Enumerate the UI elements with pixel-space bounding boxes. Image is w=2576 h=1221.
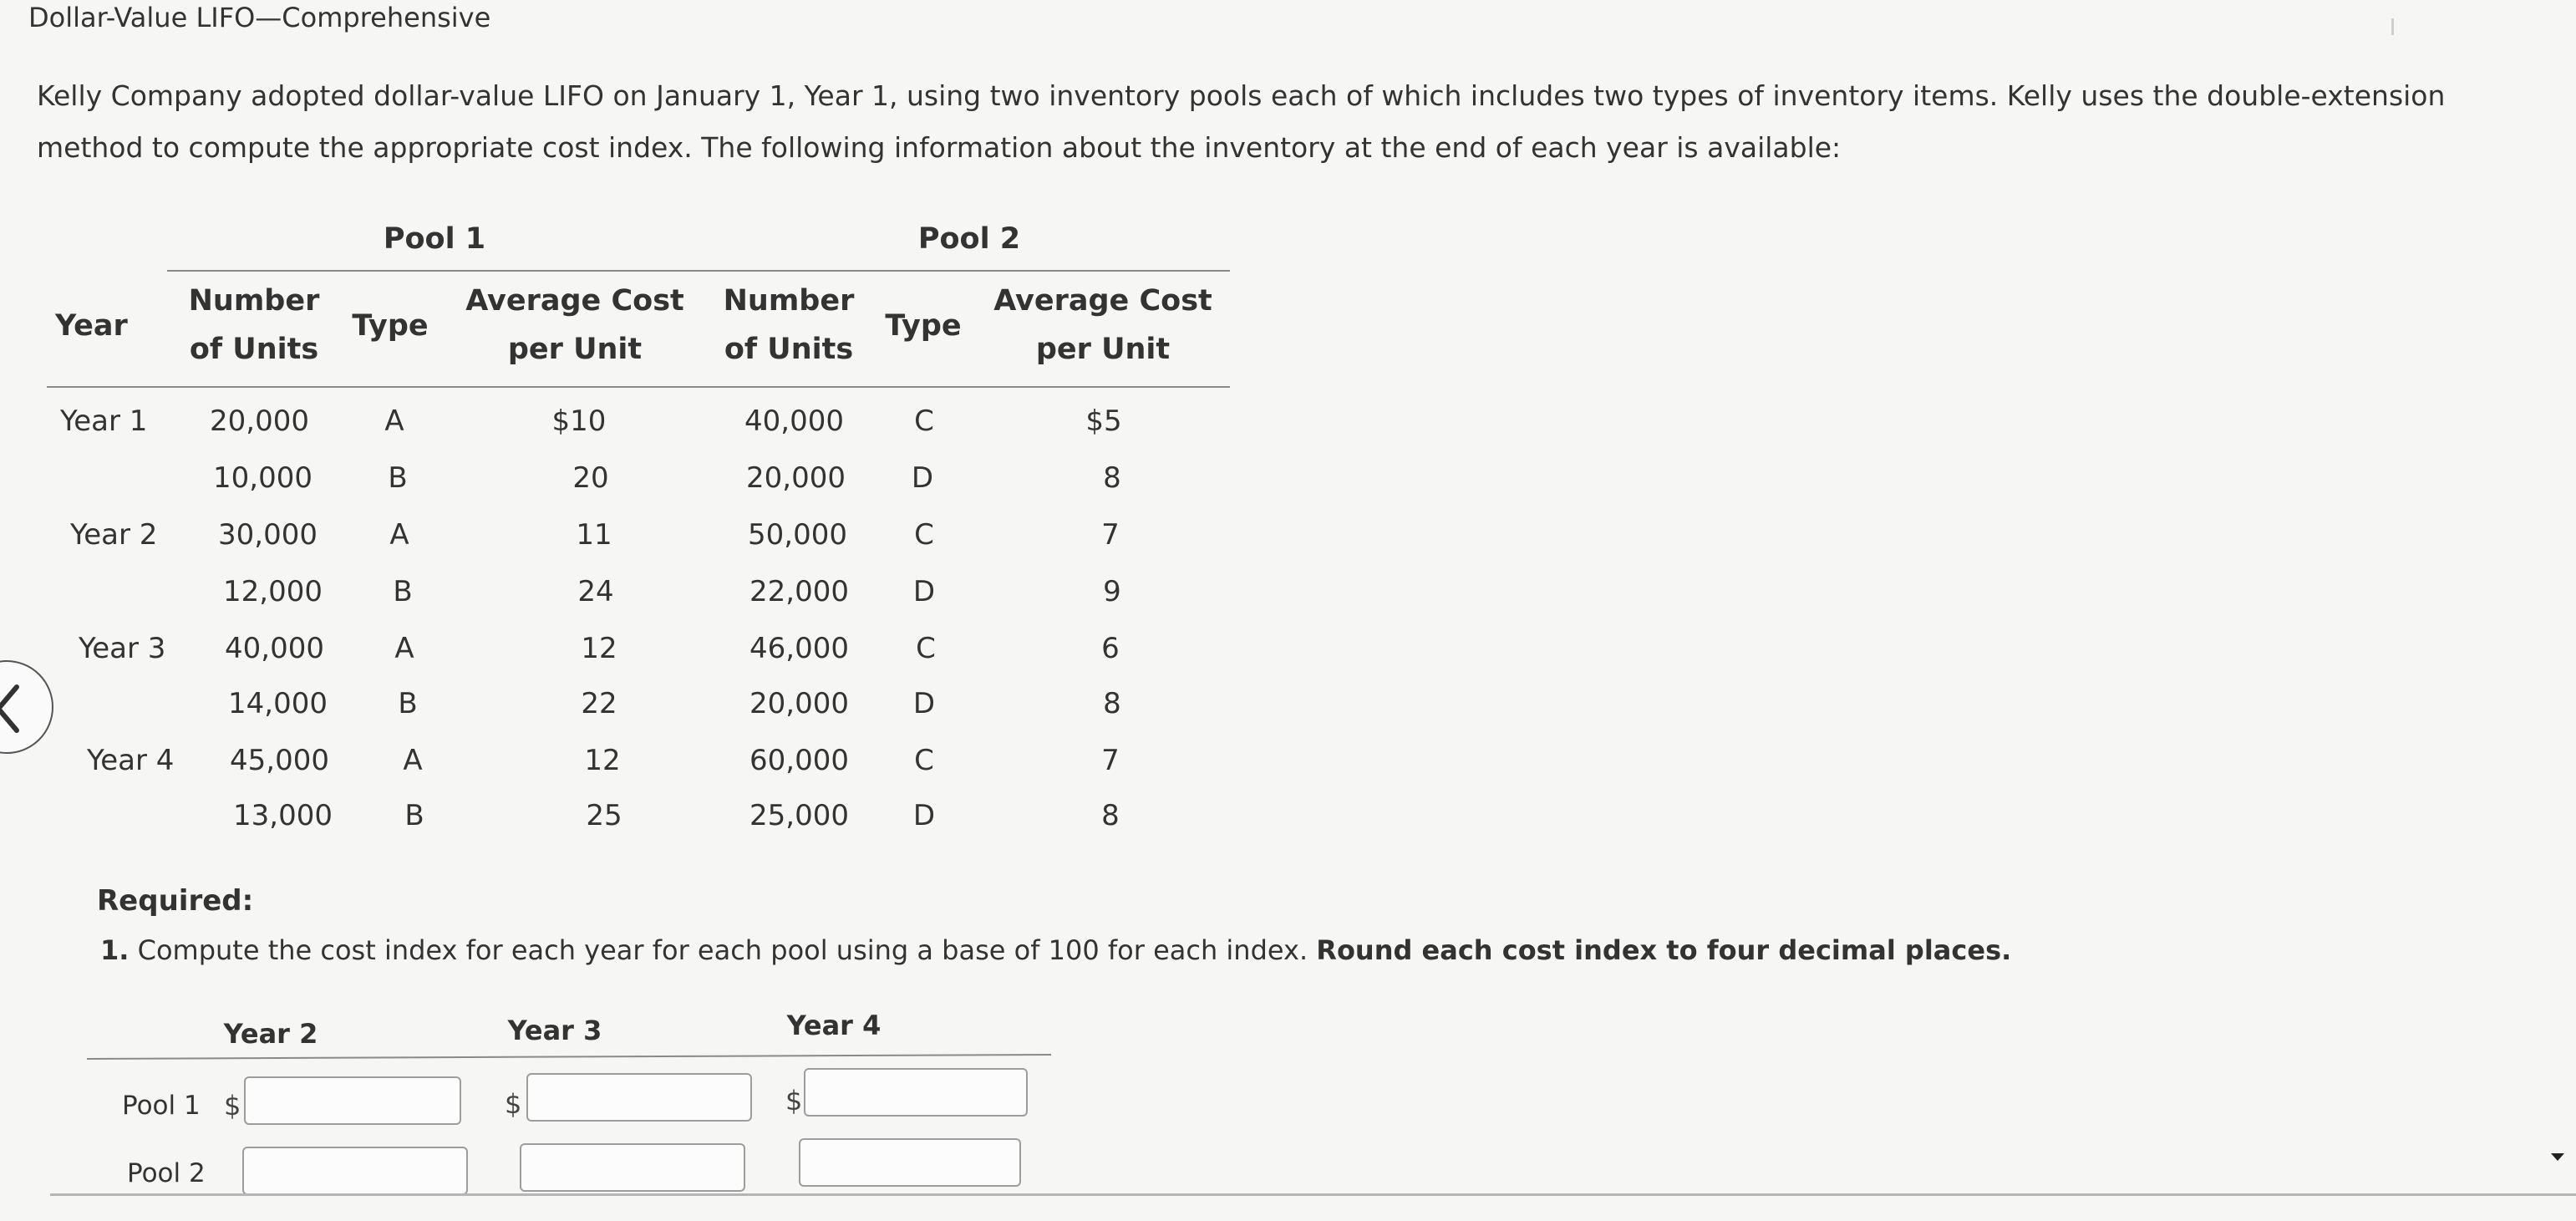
header-p2-cost-line1: Average Cost (993, 284, 1212, 318)
row-year: Year 4 (87, 744, 175, 777)
p2-units-cell: 46,000 (749, 632, 849, 665)
p2-cost-cell: 7 (1101, 744, 1120, 777)
p2-cost-cell: 7 (1101, 518, 1120, 552)
p1-cost-cell: 11 (576, 518, 612, 552)
bottom-divider (50, 1193, 2576, 1196)
p2-type-cell: D (912, 575, 936, 608)
p2-units-cell: 20,000 (746, 461, 846, 495)
pool2-year2-input[interactable] (242, 1147, 468, 1195)
p1-type-cell: A (384, 404, 404, 438)
header-p1-units-line2: of Units (189, 333, 319, 366)
p2-cost-cell: 9 (1103, 575, 1121, 608)
p2-cost-cell: 8 (1103, 461, 1121, 495)
header-p1-units-line1: Number (188, 284, 320, 318)
p2-cost-cell: 8 (1103, 687, 1121, 720)
p2-type-cell: C (916, 632, 936, 665)
pool2-year4-input[interactable] (799, 1138, 1021, 1187)
pool1-header: Pool 1 (383, 222, 486, 256)
p1-units-cell: 13,000 (233, 799, 333, 832)
answer-header-rule (87, 1054, 1051, 1060)
p1-cost-cell: 25 (586, 799, 622, 832)
answer-col-year4: Year 4 (786, 1010, 882, 1041)
header-p1-cost-line2: per Unit (507, 333, 643, 366)
page-title: Dollar-Value LIFO—Comprehensive (28, 2, 491, 33)
p2-cost-cell: 6 (1101, 632, 1120, 665)
header-year: Year (55, 309, 128, 343)
p2-units-cell: 25,000 (749, 799, 849, 832)
required-label: Required: (97, 884, 254, 918)
p1-units-cell: 30,000 (218, 518, 318, 552)
p1-type-cell: B (404, 799, 424, 832)
pool-header-rule (167, 270, 1230, 272)
p2-units-cell: 20,000 (749, 687, 849, 720)
pool1-year2-input[interactable] (244, 1076, 461, 1125)
answer-col-year2: Year 2 (223, 1018, 318, 1050)
row-year: Year 2 (70, 518, 158, 552)
p1-type-cell: A (394, 632, 414, 665)
p2-type-cell: C (914, 744, 934, 777)
item-number: 1. (100, 934, 130, 966)
dollar-prefix: $ (785, 1085, 803, 1117)
p2-type-cell: C (914, 404, 934, 438)
p1-type-cell: B (398, 687, 418, 720)
p1-units-cell: 45,000 (230, 744, 329, 777)
answer-row-label: Pool 1 (122, 1091, 201, 1121)
pool2-header: Pool 2 (917, 222, 1021, 256)
answer-row-label: Pool 2 (127, 1158, 206, 1188)
p2-type-cell: D (911, 461, 934, 495)
p1-units-cell: 10,000 (213, 461, 312, 495)
required-instruction (100, 934, 2011, 966)
p2-type-cell: C (914, 518, 934, 552)
scroll-down-icon[interactable] (2551, 1153, 2564, 1161)
p1-units-cell: 40,000 (225, 632, 324, 665)
header-p1-cost-line1: Average Cost (465, 284, 684, 318)
header-p2-type: Type (885, 309, 962, 343)
p2-units-cell: 50,000 (748, 518, 847, 552)
header-p2-units-line2: of Units (724, 333, 854, 366)
intro-paragraph: Kelly Company adopted dollar-value LIFO on January 1, Year 1, using two inventory pools each of which includes two types of inventory items. Kelly uses the double-extension method to compute the appropriate cost index. The following information about the inventory at the end of each year is available: (37, 79, 2446, 164)
p1-units-cell: 20,000 (210, 404, 309, 438)
instruction-rounding: Round each cost index to four decimal places. (1316, 934, 2012, 966)
header-p2-units-line1: Number (723, 284, 855, 318)
p2-type-cell: D (912, 687, 936, 720)
p1-cost-cell: 22 (581, 687, 617, 720)
p1-type-cell: B (388, 461, 408, 495)
p2-cost-cell: 8 (1101, 799, 1120, 832)
answer-col-year3: Year 3 (507, 1015, 602, 1046)
p2-type-cell: D (912, 799, 936, 832)
p1-type-cell: A (389, 518, 409, 552)
dollar-prefix: $ (224, 1090, 241, 1122)
header-p2-cost-line2: per Unit (1035, 333, 1171, 366)
dollar-prefix: $ (505, 1088, 522, 1120)
back-button[interactable] (0, 660, 53, 754)
p1-cost-cell: 12 (584, 744, 621, 777)
p1-type-cell: B (393, 575, 413, 608)
p1-units-cell: 12,000 (223, 575, 323, 608)
p2-units-cell: 40,000 (744, 404, 844, 438)
header-p1-type: Type (352, 309, 429, 343)
instruction-text: Compute the cost index for each year for each pool using a base of 100 for each index. (137, 934, 1308, 966)
p1-cost-cell: $10 (551, 404, 607, 438)
p2-cost-cell: $5 (1085, 404, 1122, 438)
p2-units-cell: 22,000 (749, 575, 849, 608)
decorative-tick (2391, 18, 2394, 35)
pool1-year4-input[interactable] (804, 1068, 1028, 1117)
p1-cost-cell: 20 (572, 461, 609, 495)
pool2-year3-input[interactable] (520, 1143, 745, 1192)
row-year: Year 1 (60, 404, 148, 438)
p1-units-cell: 14,000 (228, 687, 328, 720)
pool1-year3-input[interactable] (526, 1073, 752, 1122)
chevron-left-icon (0, 684, 20, 734)
p2-units-cell: 60,000 (749, 744, 849, 777)
header-bottom-rule (47, 386, 1230, 388)
p1-type-cell: A (403, 744, 423, 777)
row-year: Year 3 (79, 632, 166, 665)
p1-cost-cell: 24 (577, 575, 614, 608)
p1-cost-cell: 12 (581, 632, 617, 665)
